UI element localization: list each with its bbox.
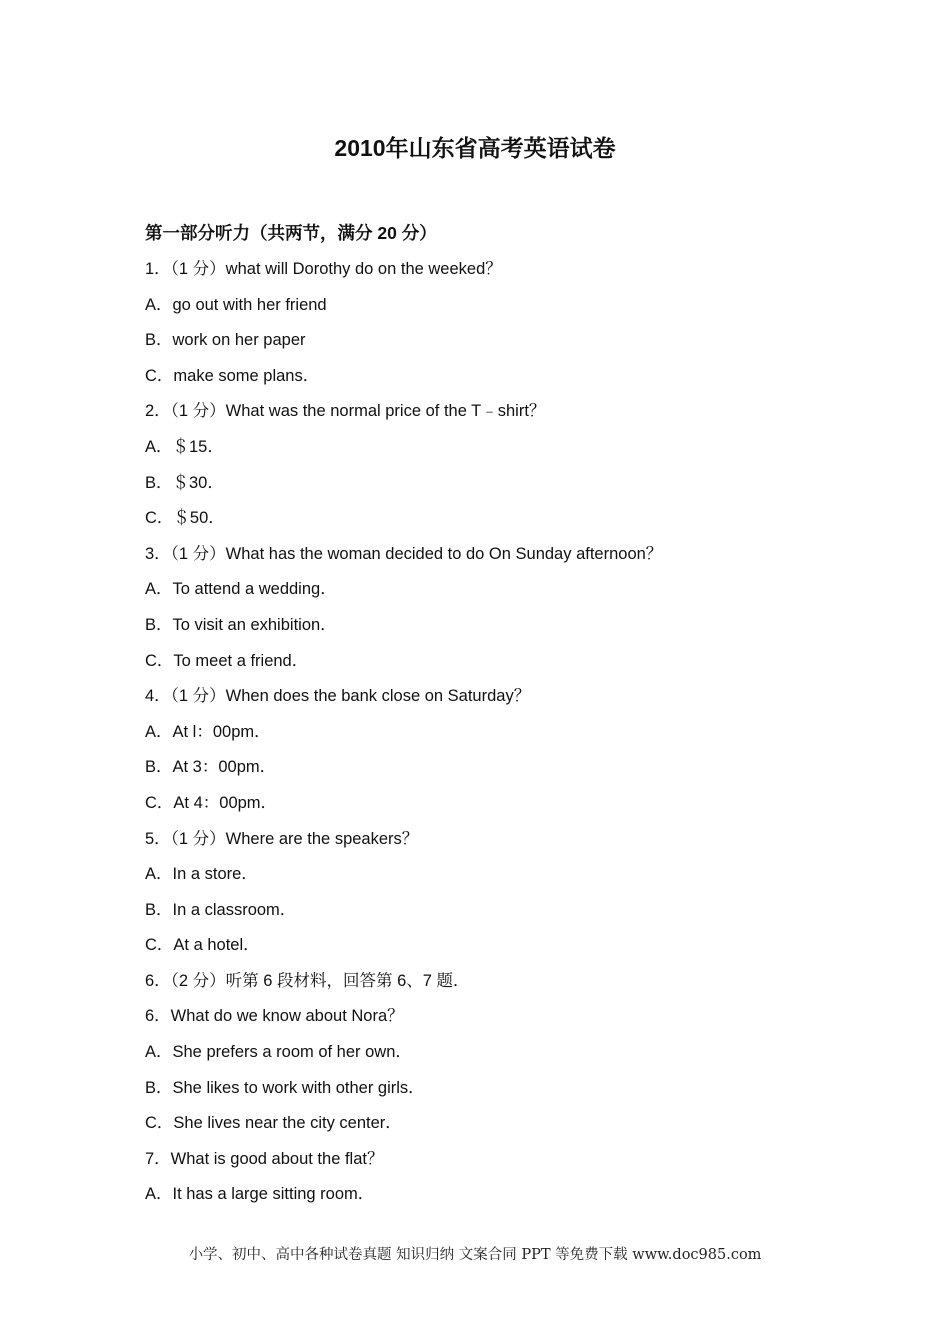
page-footer: 小学、初中、高中各种试卷真题 知识归纳 文案合同 PPT 等免费下载 www.doc985.com — [188, 1247, 762, 1263]
question-5-option-a: A．In a store． — [145, 865, 258, 884]
question-7-option-a: A．It has a large sitting room． — [145, 1185, 375, 1204]
question-6-instruction: 6．（2 分）听第 6 段材料，回答第 6、7 题． — [145, 971, 470, 990]
question-list — [145, 254, 845, 1215]
question-1-option-a: A．go out with her friend — [145, 295, 327, 314]
section-heading: 第一部分听力（共两节，满分 20 分） — [145, 223, 437, 243]
question-6-option-b: B．She likes to work with other girls． — [145, 1078, 425, 1097]
question-2-option-b: B．＄30． — [145, 473, 224, 492]
question-2-option-a: A．＄15． — [145, 437, 224, 456]
question-4-option-a: A．At l：00pm． — [145, 722, 271, 741]
question-2: 2．（1 分）What was the normal price of the T﹣shirt？ — [145, 402, 546, 421]
question-1: 1．（1 分）what will Dorothy do on the weeked？ — [145, 260, 502, 278]
question-1-option-b: B．work on her paper — [145, 331, 306, 350]
page-title: 2010年山东省高考英语试卷 — [334, 135, 616, 161]
question-4: 4．（1 分）When does the bank close on Saturday？ — [145, 687, 531, 706]
question-6-option-a: A．She prefers a room of her own． — [145, 1043, 412, 1062]
question-3: 3．（1 分）What has the woman decided to do On Sunday afternoon？ — [145, 544, 663, 563]
question-3-option-c: C．To meet a friend． — [145, 651, 309, 670]
question-5: 5．（1 分）Where are the speakers？ — [145, 829, 419, 848]
question-3-option-a: A．To attend a wedding． — [145, 580, 337, 599]
question-4-option-c: C．At 4：00pm． — [145, 793, 278, 812]
question-4-option-b: B．At 3：00pm． — [145, 758, 277, 777]
question-1-option-c: C．make some plans． — [145, 366, 320, 385]
question-5-option-c: C．At a hotel． — [145, 936, 260, 955]
question-6: 6．What do we know about Nora？ — [145, 1007, 404, 1026]
question-7: 7．What is good about the flat？ — [145, 1149, 384, 1168]
question-3-option-b: B．To visit an exhibition． — [145, 615, 337, 634]
question-2-option-c: C．＄50． — [145, 509, 225, 528]
question-5-option-b: B．In a classroom． — [145, 900, 297, 919]
question-6-option-c: C．She lives near the city center． — [145, 1114, 402, 1133]
